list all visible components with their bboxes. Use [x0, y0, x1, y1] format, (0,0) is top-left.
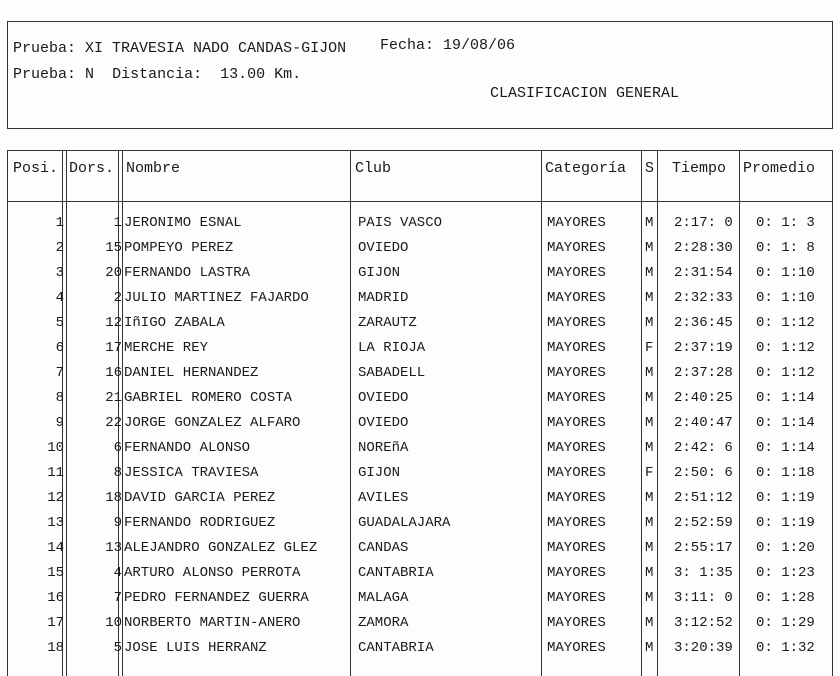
- col-header-sexo: S: [645, 160, 655, 177]
- cell-club: OVIEDO: [358, 240, 409, 256]
- cell-promedio: 0: 1: 8: [756, 240, 815, 256]
- cell-tiempo: 3:20:39: [674, 640, 733, 656]
- table-row: [8, 486, 832, 511]
- cell-club: SABADELL: [358, 365, 426, 381]
- cell-sexo: M: [645, 590, 654, 606]
- table-row: [8, 586, 832, 611]
- cell-position: 8: [55, 390, 64, 406]
- cell-tiempo: 2:37:19: [674, 340, 733, 356]
- cell-categoria: MAYORES: [547, 215, 606, 231]
- cell-sexo: M: [645, 265, 654, 281]
- cell-tiempo: 2:40:25: [674, 390, 733, 406]
- cell-position: 13: [47, 515, 64, 531]
- table-row: [8, 311, 832, 336]
- cell-nombre: GABRIEL ROMERO COSTA: [124, 390, 293, 406]
- table-row: [8, 411, 832, 436]
- cell-categoria: MAYORES: [547, 515, 606, 531]
- cell-club: CANDAS: [358, 540, 409, 556]
- cell-categoria: MAYORES: [547, 440, 606, 456]
- cell-sexo: F: [645, 465, 654, 481]
- cell-dorsal: 17: [105, 340, 122, 356]
- prueba-line: [13, 40, 346, 57]
- table-row: [8, 511, 832, 536]
- cell-club: GUADALAJARA: [358, 515, 451, 531]
- header-separator: [8, 201, 832, 202]
- cell-sexo: M: [645, 390, 654, 406]
- table-row: [8, 286, 832, 311]
- cell-categoria: MAYORES: [547, 315, 606, 331]
- table-row: [8, 361, 832, 386]
- cell-position: 6: [55, 340, 64, 356]
- cell-categoria: MAYORES: [547, 615, 606, 631]
- cell-promedio: 0: 1:12: [756, 315, 815, 331]
- cell-promedio: 0: 1:14: [756, 390, 815, 406]
- cell-tiempo: 2:51:12: [674, 490, 733, 506]
- cell-tiempo: 3:11: 0: [674, 590, 733, 606]
- prueba2-label: Prueba:: [13, 66, 77, 83]
- cell-dorsal: 13: [105, 540, 122, 556]
- cell-sexo: M: [645, 490, 654, 506]
- cell-promedio: 0: 1:14: [756, 415, 815, 431]
- cell-nombre: ARTURO ALONSO PERROTA: [124, 565, 301, 581]
- cell-sexo: M: [645, 515, 654, 531]
- cell-tiempo: 2:40:47: [674, 415, 733, 431]
- cell-nombre: JULIO MARTINEZ FAJARDO: [124, 290, 309, 306]
- cell-position: 18: [47, 640, 64, 656]
- cell-promedio: 0: 1:12: [756, 340, 815, 356]
- cell-dorsal: 7: [113, 590, 122, 606]
- cell-categoria: MAYORES: [547, 390, 606, 406]
- cell-tiempo: 2:50: 6: [674, 465, 733, 481]
- cell-nombre: DAVID GARCIA PEREZ: [124, 490, 276, 506]
- cell-club: AVILES: [358, 490, 409, 506]
- cell-nombre: FERNANDO ALONSO: [124, 440, 251, 456]
- col-header-promedio: Promedio: [743, 160, 816, 177]
- cell-sexo: M: [645, 540, 654, 556]
- cell-sexo: F: [645, 340, 654, 356]
- cell-sexo: M: [645, 565, 654, 581]
- cell-promedio: 0: 1:10: [756, 265, 815, 281]
- cell-promedio: 0: 1:23: [756, 565, 815, 581]
- cell-tiempo: 2:55:17: [674, 540, 733, 556]
- cell-club: OVIEDO: [358, 415, 409, 431]
- cell-nombre: JERONIMO ESNAL: [124, 215, 242, 231]
- cell-categoria: MAYORES: [547, 540, 606, 556]
- cell-tiempo: 2:36:45: [674, 315, 733, 331]
- cell-nombre: MERCHE REY: [124, 340, 209, 356]
- cell-nombre: JESSICA TRAVIESA: [124, 465, 259, 481]
- cell-categoria: MAYORES: [547, 265, 606, 281]
- cell-tiempo: 2:32:33: [674, 290, 733, 306]
- cell-dorsal: 2: [113, 290, 122, 306]
- cell-position: 9: [55, 415, 64, 431]
- cell-nombre: POMPEYO PEREZ: [124, 240, 234, 256]
- cell-promedio: 0: 1: 3: [756, 215, 815, 231]
- table-row: [8, 261, 832, 286]
- table-row: [8, 211, 832, 236]
- cell-position: 11: [47, 465, 64, 481]
- table-row: [8, 561, 832, 586]
- table-row: [8, 236, 832, 261]
- cell-club: CANTABRIA: [358, 565, 434, 581]
- cell-dorsal: 20: [105, 265, 122, 281]
- fecha-value: 19/08/06: [443, 37, 516, 54]
- col-header-tiempo: Tiempo: [672, 160, 727, 177]
- cell-position: 12: [47, 490, 64, 506]
- cell-categoria: MAYORES: [547, 290, 606, 306]
- cell-position: 5: [55, 315, 64, 331]
- col-header-nombre: Nombre: [126, 160, 181, 177]
- cell-promedio: 0: 1:19: [756, 515, 815, 531]
- cell-categoria: MAYORES: [547, 465, 606, 481]
- results-table: [7, 150, 833, 676]
- table-row: [8, 611, 832, 636]
- distancia-value: 13.00 Km.: [220, 66, 302, 83]
- cell-promedio: 0: 1:14: [756, 440, 815, 456]
- cell-sexo: M: [645, 640, 654, 656]
- cell-nombre: JORGE GONZALEZ ALFARO: [124, 415, 301, 431]
- cell-categoria: MAYORES: [547, 490, 606, 506]
- cell-sexo: M: [645, 365, 654, 381]
- clasificacion-title: CLASIFICACION GENERAL: [490, 85, 680, 102]
- cell-dorsal: 6: [113, 440, 122, 456]
- table-row: [8, 536, 832, 561]
- cell-club: OVIEDO: [358, 390, 409, 406]
- cell-sexo: M: [645, 290, 654, 306]
- cell-sexo: M: [645, 440, 654, 456]
- cell-sexo: M: [645, 615, 654, 631]
- prueba2-value: N: [85, 66, 95, 83]
- cell-dorsal: 15: [105, 240, 122, 256]
- col-header-categoria: Categoría: [545, 160, 627, 177]
- col-header-posi: Posi.: [13, 160, 59, 177]
- cell-sexo: M: [645, 315, 654, 331]
- cell-nombre: PEDRO FERNANDEZ GUERRA: [124, 590, 309, 606]
- cell-club: ZAMORA: [358, 615, 409, 631]
- table-row: [8, 461, 832, 486]
- cell-categoria: MAYORES: [547, 365, 606, 381]
- distancia-label: Distancia:: [112, 66, 203, 83]
- cell-tiempo: 2:42: 6: [674, 440, 733, 456]
- cell-categoria: MAYORES: [547, 565, 606, 581]
- cell-position: 15: [47, 565, 64, 581]
- cell-position: 3: [55, 265, 64, 281]
- cell-tiempo: 2:52:59: [674, 515, 733, 531]
- cell-club: GIJON: [358, 465, 401, 481]
- table-row: [8, 336, 832, 361]
- cell-dorsal: 5: [113, 640, 122, 656]
- fecha-line: [380, 37, 515, 54]
- cell-club: GIJON: [358, 265, 401, 281]
- prueba-value: XI TRAVESIA NADO CANDAS-GIJON: [85, 40, 347, 57]
- cell-sexo: M: [645, 240, 654, 256]
- cell-tiempo: 3:12:52: [674, 615, 733, 631]
- cell-dorsal: 10: [105, 615, 122, 631]
- cell-sexo: M: [645, 415, 654, 431]
- table-row: [8, 386, 832, 411]
- cell-promedio: 0: 1:10: [756, 290, 815, 306]
- cell-promedio: 0: 1:32: [756, 640, 815, 656]
- cell-nombre: JOSE LUIS HERRANZ: [124, 640, 267, 656]
- cell-nombre: ALEJANDRO GONZALEZ GLEZ: [124, 540, 318, 556]
- cell-nombre: IñIGO ZABALA: [124, 315, 225, 331]
- cell-tiempo: 2:28:30: [674, 240, 733, 256]
- cell-club: LA RIOJA: [358, 340, 426, 356]
- table-row: [8, 636, 832, 661]
- cell-dorsal: 12: [105, 315, 122, 331]
- cell-promedio: 0: 1:19: [756, 490, 815, 506]
- cell-dorsal: 1: [113, 215, 122, 231]
- cell-position: 2: [55, 240, 64, 256]
- cell-tiempo: 2:17: 0: [674, 215, 733, 231]
- cell-position: 10: [47, 440, 64, 456]
- cell-promedio: 0: 1:28: [756, 590, 815, 606]
- col-header-club: Club: [355, 160, 392, 177]
- table-row: [8, 436, 832, 461]
- cell-position: 14: [47, 540, 64, 556]
- cell-nombre: DANIEL HERNANDEZ: [124, 365, 259, 381]
- cell-nombre: NORBERTO MARTIN-ANERO: [124, 615, 301, 631]
- cell-categoria: MAYORES: [547, 640, 606, 656]
- cell-dorsal: 22: [105, 415, 122, 431]
- cell-promedio: 0: 1:29: [756, 615, 815, 631]
- distancia-line: [13, 66, 301, 83]
- cell-categoria: MAYORES: [547, 590, 606, 606]
- cell-tiempo: 2:37:28: [674, 365, 733, 381]
- cell-promedio: 0: 1:12: [756, 365, 815, 381]
- fecha-label: Fecha:: [380, 37, 435, 54]
- cell-promedio: 0: 1:20: [756, 540, 815, 556]
- cell-club: CANTABRIA: [358, 640, 434, 656]
- cell-position: 16: [47, 590, 64, 606]
- header-box: [7, 21, 833, 129]
- cell-dorsal: 9: [113, 515, 122, 531]
- cell-categoria: MAYORES: [547, 240, 606, 256]
- cell-dorsal: 21: [105, 390, 122, 406]
- cell-tiempo: 2:31:54: [674, 265, 733, 281]
- cell-dorsal: 4: [113, 565, 122, 581]
- cell-position: 4: [55, 290, 64, 306]
- cell-categoria: MAYORES: [547, 415, 606, 431]
- cell-position: 7: [55, 365, 64, 381]
- cell-dorsal: 18: [105, 490, 122, 506]
- cell-club: PAIS VASCO: [358, 215, 443, 231]
- cell-nombre: FERNANDO RODRIGUEZ: [124, 515, 276, 531]
- cell-position: 17: [47, 615, 64, 631]
- cell-club: ZARAUTZ: [358, 315, 417, 331]
- cell-position: 1: [55, 215, 64, 231]
- col-header-dors: Dors.: [69, 160, 115, 177]
- prueba-label: Prueba:: [13, 40, 77, 57]
- cell-tiempo: 3: 1:35: [674, 565, 733, 581]
- cell-club: NOREñA: [358, 440, 409, 456]
- cell-nombre: FERNANDO LASTRA: [124, 265, 251, 281]
- table-body: [8, 211, 832, 661]
- cell-club: MADRID: [358, 290, 409, 306]
- cell-sexo: M: [645, 215, 654, 231]
- cell-club: MALAGA: [358, 590, 409, 606]
- cell-dorsal: 8: [113, 465, 122, 481]
- cell-categoria: MAYORES: [547, 340, 606, 356]
- cell-promedio: 0: 1:18: [756, 465, 815, 481]
- cell-dorsal: 16: [105, 365, 122, 381]
